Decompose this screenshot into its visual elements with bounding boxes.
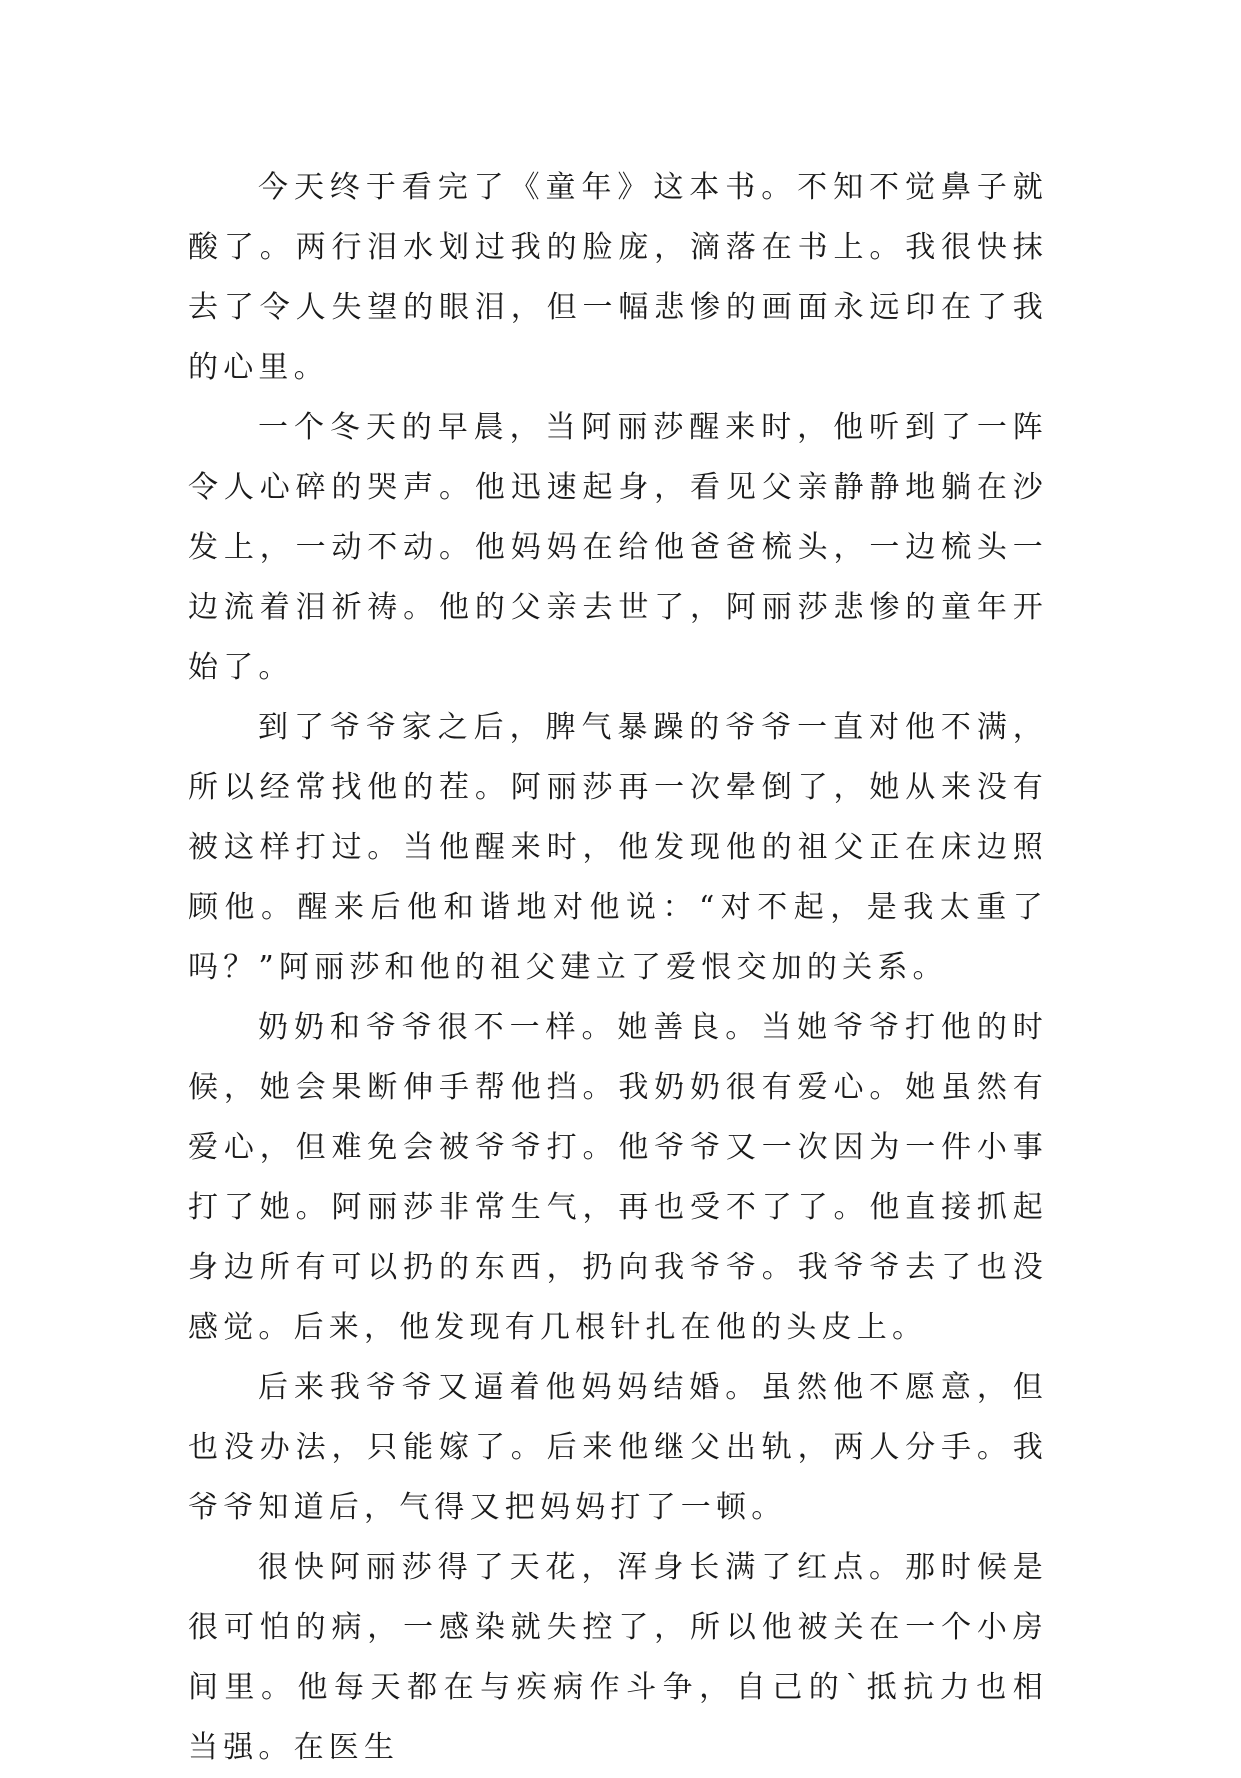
paragraph-5: 后来我爷爷又逼着他妈妈结婚。虽然他不愿意，但也没办法，只能嫁了。后来他继父出轨，两人分手。我爷爷知道后，气得又把妈妈打了一顿。 xyxy=(188,1370,1048,1525)
paragraph-1: 今天终于看完了《童年》这本书。不知不觉鼻子就酸了。两行泪水划过我的脸庞，滴落在书上。我很快抹去了令人失望的眼泪，但一幅悲惨的画面永远印在了我的心里。 xyxy=(188,170,1048,385)
paragraph-6: 很快阿丽莎得了天花，浑身长满了红点。那时候是很可怕的病，一感染就失控了，所以他被关在一个小房间里。他每天都在与疾病作斗争，自己的`抵抗力也相当强。在医生 xyxy=(188,1550,1048,1765)
document-body xyxy=(188,158,1048,1778)
paragraph-2: 一个冬天的早晨，当阿丽莎醒来时，他听到了一阵令人心碎的哭声。他迅速起身，看见父亲静静地躺在沙发上，一动不动。他妈妈在给他爸爸梳头，一边梳头一边流着泪祈祷。他的父亲去世了，阿丽莎悲惨的童年开始了。 xyxy=(188,410,1048,685)
paragraph-3: 到了爷爷家之后，脾气暴躁的爷爷一直对他不满，所以经常找他的茬。阿丽莎再一次晕倒了，她从来没有被这样打过。当他醒来时，他发现他的祖父正在床边照顾他。醒来后他和谐地对他说：“对不起，是我太重了吗？”阿丽莎和他的祖父建立了爱恨交加的关系。 xyxy=(188,710,1048,985)
paragraph-4: 奶奶和爷爷很不一样。她善良。当她爷爷打他的时候，她会果断伸手帮他挡。我奶奶很有爱心。她虽然有爱心，但难免会被爷爷打。他爷爷又一次因为一件小事打了她。阿丽莎非常生气，再也受不了了。他直接抓起身边所有可以扔的东西，扔向我爷爷。我爷爷去了也没感觉。后来，他发现有几根针扎在他的头皮上。 xyxy=(188,1010,1048,1345)
